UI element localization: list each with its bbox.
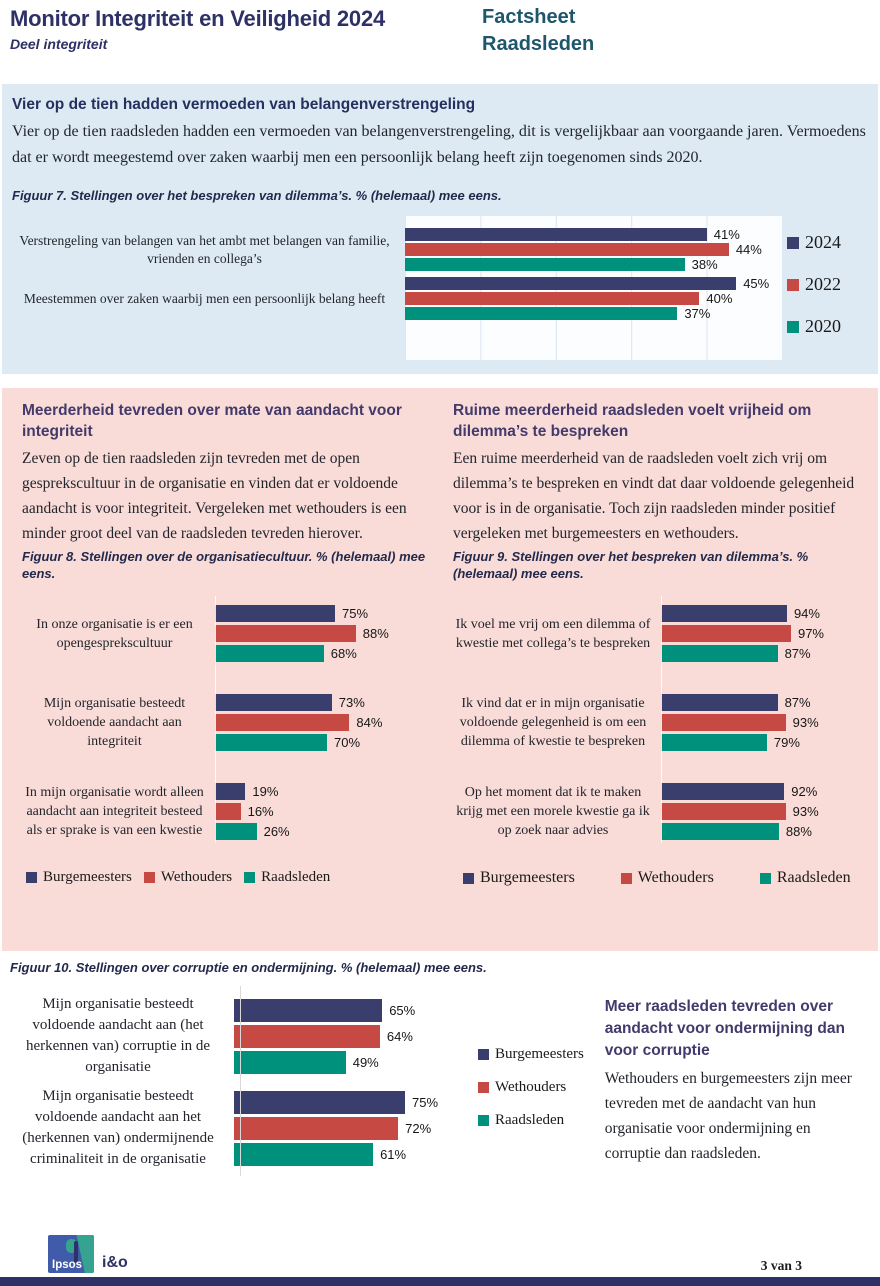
bar-burgemeesters [234, 1091, 405, 1114]
bar-row [215, 645, 375, 662]
bar-row [661, 734, 800, 751]
legend-swatch [144, 872, 155, 883]
legend-item [478, 1112, 605, 1129]
chart-category-row [22, 780, 427, 843]
bar-2022 [405, 292, 699, 305]
section-body: Een ruime meerderheid van de raadsleden voelt zich vrij om dilemma’s te bespreken en vindt dat daar voldoende gelegenheid voor is in de organisatie. Toch zijn raadsleden minder positief vergeleken met burgemeesters en wethouders. [453, 450, 855, 542]
legend-swatch [787, 279, 799, 291]
section-organisatiecultuur [2, 388, 878, 951]
bar-row [661, 803, 819, 820]
bar-row [234, 1025, 462, 1048]
bar-2024 [405, 277, 736, 290]
bar-group [215, 691, 383, 754]
bar-value-label: 37% [684, 306, 711, 321]
bar-group [405, 226, 773, 273]
section-heading: Meerderheid tevreden over mate van aandacht voor integriteit [22, 402, 402, 440]
bar-value-label: 40% [706, 291, 733, 306]
figure10-chart [10, 994, 462, 1178]
bar-row [661, 625, 824, 642]
bar-row [661, 783, 818, 800]
bar-burgemeesters [661, 694, 778, 711]
bar-row [215, 605, 375, 622]
chart-category-row [12, 275, 773, 322]
legend-label: Wethouders [495, 1079, 567, 1095]
section-heading: Ruime meerderheid raadsleden voelt vrijheid om dilemma’s te bespreken [453, 402, 812, 440]
column-vrijheid-dilemmas [453, 400, 858, 951]
legend-label: Burgemeesters [480, 869, 575, 886]
legend-swatch [621, 873, 632, 884]
page-header [0, 0, 880, 84]
bar-raadsleden [661, 823, 779, 840]
bar-raadsleden [661, 645, 778, 662]
section-body: Zeven op de tien raadsleden zijn tevreden met de open gesprekscultuur in de organisatie en vinden dat er voldoende aandacht is voor integriteit. Vergeleken met wethouders is een minder groot deel van de raadsleden tevreden hierover. [22, 450, 407, 542]
category-label: In onze organisatie is er een opengesprekscultuur [36, 616, 193, 651]
figure8-caption: Figuur 8. Stellingen over de organisatiecultuur. % (helemaal) mee eens. [22, 549, 426, 581]
bar-value-label: 87% [784, 695, 811, 710]
legend-label: Burgemeesters [43, 869, 132, 885]
bar-row [661, 605, 820, 622]
bar-row [215, 803, 375, 820]
bar-value-label: 79% [773, 735, 800, 750]
legend-label: Raadsleden [776, 869, 851, 886]
legend-item [787, 232, 868, 253]
bar-row [661, 645, 811, 662]
bar-2024 [405, 228, 707, 241]
figure10-legend [478, 994, 605, 1178]
section-body: Vier op de tien raadsleden hadden een vermoeden van belangenverstrengeling, dit is vergelijkbaar aan voorgaande jaren. Vermoedens dat er wordt meegestemd over zaken waarbij men een persoonlijk belang heeft zijn toegenomen sinds 2020. [12, 123, 866, 166]
bar-wethouders [234, 1025, 380, 1048]
bar-burgemeesters [234, 999, 382, 1022]
bar-value-label: 38% [691, 257, 718, 272]
figure8-chart [22, 602, 427, 843]
legend-label: 2020 [805, 316, 841, 336]
factsheet-label [482, 4, 594, 58]
chart-category-row [22, 691, 427, 754]
category-label: Ik vind dat er in mijn organisatie voldoende gelegenheid is om een dilemma of kwestie te bespreken [459, 696, 647, 749]
figure7-caption: Figuur 7. Stellingen over het bespreken van dilemma’s. % (helemaal) mee eens. [12, 188, 502, 203]
chart-category-row [10, 1086, 462, 1170]
bar-value-label: 88% [785, 824, 812, 839]
bar-row [234, 1117, 462, 1140]
bar-row [405, 243, 773, 256]
section-heading: Meer raadsleden tevreden over aandacht voor ondermijning dan voor corruptie [604, 998, 845, 1059]
bar-value-label: 87% [784, 646, 811, 661]
bar-raadsleden [215, 645, 324, 662]
legend-item [144, 869, 232, 886]
bar-value-label: 26% [263, 824, 290, 839]
legend-item [478, 1079, 605, 1096]
bar-wethouders [234, 1117, 398, 1140]
bar-value-label: 49% [352, 1054, 379, 1070]
bar-row [405, 228, 773, 241]
bar-value-label: 94% [793, 606, 820, 621]
bar-group [215, 602, 389, 665]
page-subtitle: Deel integriteit [10, 36, 108, 52]
bar-row [215, 694, 375, 711]
bar-value-label: 65% [389, 1002, 416, 1018]
section-body: Wethouders en burgemeesters zijn meer tevreden met de aandacht van hun organisatie voor ondermijning en corruptie dan raadsleden. [604, 1070, 852, 1162]
category-label: Meestemmen over zaken waarbij men een persoonlijk belang heeft [23, 290, 386, 306]
bar-raadsleden [215, 734, 327, 751]
legend-item [26, 869, 132, 886]
figure8-legend [22, 869, 427, 886]
bar-value-label: 73% [338, 695, 365, 710]
legend-label: 2024 [805, 232, 841, 252]
figure7-legend [773, 226, 868, 358]
bar-wethouders [215, 803, 241, 820]
bar-row [405, 292, 773, 305]
bar-2020 [405, 258, 685, 271]
bar-group [215, 780, 375, 843]
logo-ipsos-text: Ipsos [52, 1259, 83, 1271]
bar-row [405, 258, 773, 271]
bar-group [661, 602, 824, 665]
section-belangenverstrengeling [2, 84, 878, 374]
legend-label: Raadsleden [261, 869, 331, 885]
category-label: Mijn organisatie besteedt voldoende aandacht aan (het herkennen van) corruptie in de organisatie [25, 996, 211, 1075]
bar-value-label: 75% [412, 1094, 439, 1110]
legend-label: Wethouders [160, 869, 233, 885]
bar-2020 [405, 307, 677, 320]
bar-value-label: 72% [405, 1120, 432, 1136]
column-ondermijning-tekst [605, 994, 870, 1178]
bar-value-label: 92% [791, 784, 818, 799]
legend-swatch [463, 873, 474, 884]
bar-row [215, 714, 383, 731]
factsheet-line2: Raadsleden [482, 33, 595, 55]
bar-value-label: 16% [247, 804, 274, 819]
bar-wethouders [661, 625, 791, 642]
bar-wethouders [661, 714, 786, 731]
chart-category-row [22, 602, 427, 665]
bar-raadsleden [234, 1051, 346, 1074]
bar-value-label: 97% [797, 626, 824, 641]
bar-row [215, 625, 389, 642]
bar-raadsleden [215, 823, 257, 840]
bar-row [215, 734, 375, 751]
figure7 [12, 226, 868, 358]
legend-swatch [478, 1082, 489, 1093]
legend-label: Wethouders [637, 869, 714, 886]
bar-burgemeesters [215, 783, 245, 800]
bar-wethouders [661, 803, 786, 820]
bar-raadsleden [234, 1143, 373, 1166]
ipsos-logo-icon [48, 1235, 94, 1273]
bar-2022 [405, 243, 729, 256]
bar-raadsleden [661, 734, 767, 751]
bar-row [234, 1143, 462, 1166]
logo-io-text: i&o [102, 1254, 128, 1271]
bar-value-label: 64% [386, 1028, 413, 1044]
legend-swatch [760, 873, 771, 884]
bar-burgemeesters [215, 694, 332, 711]
bar-row [405, 307, 773, 320]
bar-value-label: 68% [330, 646, 357, 661]
bar-row [234, 999, 462, 1022]
ipsos-io-logo [48, 1235, 128, 1273]
bar-row [215, 823, 375, 840]
bar-group [661, 691, 819, 754]
bar-value-label: 45% [743, 276, 770, 291]
category-label: Op het moment dat ik te maken krijg met een morele kwestie ga ik op zoek naar advies [456, 785, 650, 838]
chart-category-row [10, 994, 462, 1078]
bar-value-label: 61% [380, 1146, 407, 1162]
legend-label: 2022 [805, 274, 841, 294]
bar-value-label: 75% [342, 606, 369, 621]
category-label: Ik voel me vrij om een dilemma of kwestie met collega’s te bespreken [455, 616, 651, 651]
bar-value-label: 88% [362, 626, 389, 641]
legend-item [787, 274, 868, 295]
bar-burgemeesters [661, 783, 784, 800]
bar-value-label: 70% [334, 735, 361, 750]
legend-swatch [787, 321, 799, 333]
figure9-chart [453, 602, 858, 843]
legend-item [463, 869, 575, 887]
bar-group [405, 275, 773, 322]
bar-row [215, 783, 375, 800]
bar-value-label: 93% [792, 715, 819, 730]
bar-value-label: 41% [713, 227, 740, 242]
legend-label: Burgemeesters [495, 1046, 584, 1062]
bar-group [234, 996, 462, 1077]
bar-row [405, 277, 773, 290]
bar-value-label: 19% [252, 784, 279, 799]
bar-row [661, 823, 812, 840]
bottom-accent-bar [0, 1277, 880, 1286]
legend-item [760, 869, 851, 887]
factsheet-line1: Factsheet [482, 6, 576, 28]
bar-group [234, 1088, 462, 1169]
figure7-chart [12, 226, 773, 358]
bar-value-label: 44% [735, 242, 762, 257]
legend-swatch [244, 872, 255, 883]
page-indicator: 3 van 3 [760, 1258, 802, 1273]
bar-row [661, 694, 811, 711]
bar-burgemeesters [661, 605, 787, 622]
legend-item [478, 1046, 605, 1063]
bar-value-label: 84% [356, 715, 383, 730]
bar-burgemeesters [215, 605, 335, 622]
legend-swatch [478, 1115, 489, 1126]
chart-category-row [12, 226, 773, 273]
category-label: Verstrengeling van belangen van het ambt met belangen van familie, vrienden en collega’s [19, 232, 390, 266]
legend-swatch [26, 872, 37, 883]
column-aandacht-integriteit [22, 400, 427, 951]
bar-row [234, 1051, 462, 1074]
legend-label: Raadsleden [495, 1112, 565, 1128]
figure9-legend [453, 869, 858, 887]
legend-item [621, 869, 714, 887]
legend-item [244, 869, 330, 886]
bar-group [661, 780, 819, 843]
figure10-caption: Figuur 10. Stellingen over corruptie en ondermijning. % (helemaal) mee eens. [10, 960, 487, 975]
category-label: In mijn organisatie wordt alleen aandacht aan integriteit besteed als er sprake is van een kwestie [25, 785, 204, 838]
bar-wethouders [215, 714, 349, 731]
figure9-caption: Figuur 9. Stellingen over het bespreken van dilemma’s. % (helemaal) mee eens. [453, 549, 809, 581]
category-label: Mijn organisatie besteedt voldoende aandacht aan integriteit [43, 696, 186, 749]
legend-item [787, 316, 868, 337]
bar-row [234, 1091, 462, 1114]
page-title: Monitor Integriteit en Veiligheid 2024 [10, 6, 386, 31]
chart-category-row [453, 691, 858, 754]
chart-category-row [453, 780, 858, 843]
section-heading: Vier op de tien hadden vermoeden van belangenverstrengeling [12, 96, 476, 113]
legend-swatch [787, 237, 799, 249]
category-label: Mijn organisatie besteedt voldoende aandacht aan het (herkennen van) ondermijnende criminaliteit in de organisatie [22, 1088, 214, 1167]
bar-wethouders [215, 625, 356, 642]
bar-value-label: 93% [792, 804, 819, 819]
legend-swatch [478, 1049, 489, 1060]
bar-row [661, 714, 819, 731]
chart-category-row [453, 602, 858, 665]
section-corruptie-ondermijning [0, 951, 880, 1178]
